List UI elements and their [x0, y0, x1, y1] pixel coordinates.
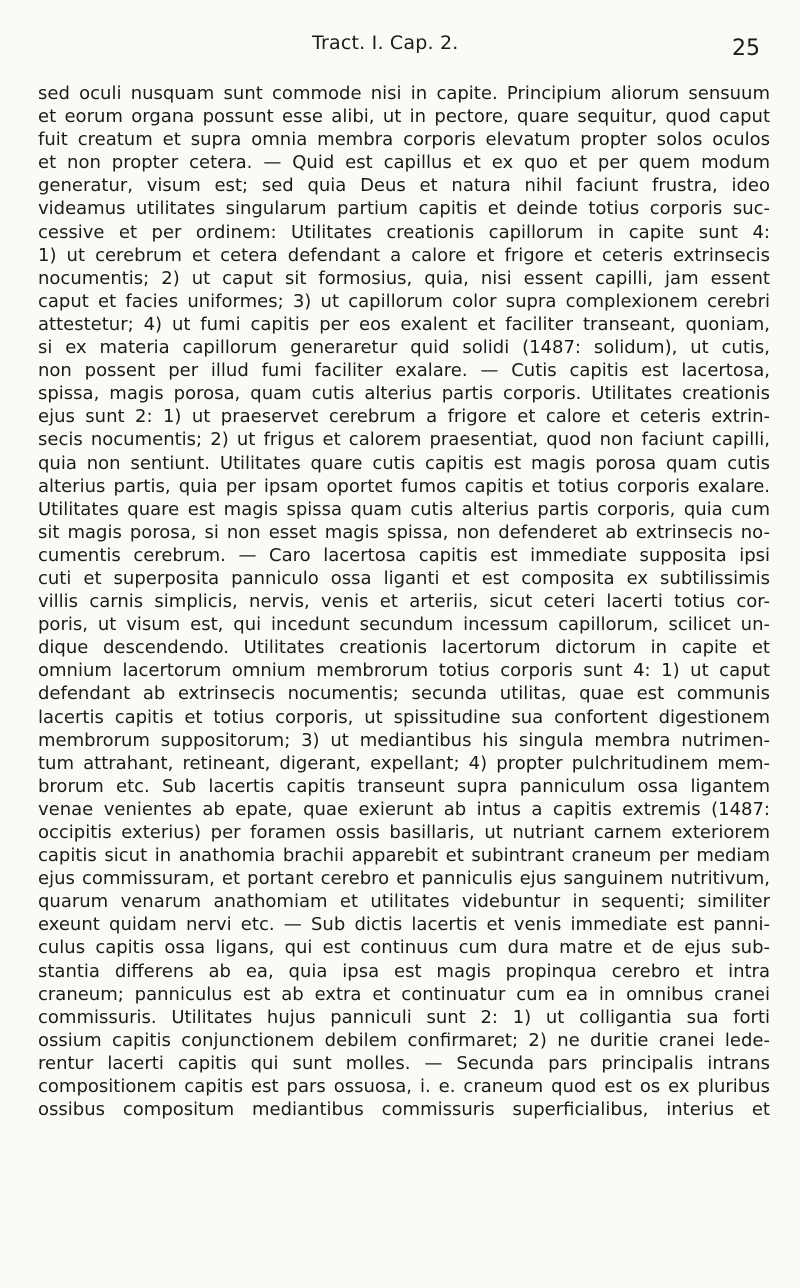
text-line: brorum etc. Sub lacertis capitis transeunt supra panniculum ossa ligantem — [38, 775, 770, 797]
text-line: secis nocumentis; 2) ut frigus et calorem praesentiat, quod non faciunt capilli, — [38, 429, 770, 451]
body-text — [38, 82, 770, 1121]
text-line: ossibus compositum mediantibus commissuris superficialibus, interius et — [38, 1099, 770, 1121]
text-line: si ex materia capillorum generaretur quid solidi (1487: solidum), ut cutis, — [38, 337, 770, 359]
text-line: et eorum organa possunt esse alibi, ut in pectore, quare sequitur, quod caput — [38, 106, 770, 128]
text-line: omnium lacertorum omnium membrorum totius corporis sunt 4: 1) ut caput — [38, 660, 770, 682]
text-line: compositionem capitis est pars ossuosa, i. e. craneum quod est os ex pluribus — [38, 1076, 770, 1098]
text-line: quarum venarum anathomiam et utilitates videbuntur in sequenti; similiter — [38, 891, 770, 913]
text-line: craneum; panniculus est ab extra et continuatur cum ea in omnibus cranei — [38, 983, 770, 1005]
text-line: attestetur; 4) ut fumi capitis per eos exalent et faciliter transeant, quoniam, — [38, 313, 770, 335]
text-line: ejus commissuram, et portant cerebro et panniculis ejus sanguinem nutritivum, — [38, 868, 770, 890]
text-line: poris, ut visum est, qui incedunt secundum incessum capillorum, scilicet un- — [38, 614, 770, 636]
text-line: nocumentis; 2) ut caput sit formosius, quia, nisi essent capilli, jam essent — [38, 267, 770, 289]
text-line: stantia differens ab ea, quia ipsa est magis propinqua cerebro et intra — [38, 960, 770, 982]
text-line: et non propter cetera. — Quid est capillus et ex quo et per quem modum — [38, 152, 770, 174]
text-line: videamus utilitates singularum partium capitis et deinde totius corporis suc- — [38, 198, 770, 220]
text-line: fuit creatum et supra omnia membra corporis elevatum propter solos oculos — [38, 129, 770, 151]
text-line: generatur, visum est; sed quia Deus et natura nihil faciunt frustra, ideo — [38, 175, 770, 197]
page-number: 25 — [732, 36, 760, 61]
text-line: quia non sentiunt. Utilitates quare cutis capitis est magis porosa quam cutis — [38, 452, 770, 474]
text-line: sit magis porosa, si non esset magis spissa, non defenderet ab extrinsecis no- — [38, 521, 770, 543]
running-title: Tract. I. Cap. 2. — [312, 32, 459, 54]
text-line: culus capitis ossa ligans, qui est continuus cum dura matre et de ejus sub- — [38, 937, 770, 959]
text-line: caput et facies uniformes; 3) ut capillorum color supra complexionem cerebri — [38, 290, 770, 312]
text-line: venae venientes ab epate, quae exierunt ab intus a capitis extremis (1487: — [38, 798, 770, 820]
text-line: rentur lacerti capitis qui sunt molles. — Secunda pars principalis intrans — [38, 1052, 770, 1074]
text-line: Utilitates quare est magis spissa quam cutis alterius partis corporis, quia cum — [38, 498, 770, 520]
text-line: ejus sunt 2: 1) ut praeservet cerebrum a frigore et calore et ceteris extrin- — [38, 406, 770, 428]
text-line: tum attrahant, retineant, digerant, expellant; 4) propter pulchritudinem mem- — [38, 752, 770, 774]
text-line: capitis sicut in anathomia brachii apparebit et subintrant craneum per mediam — [38, 845, 770, 867]
text-line: villis carnis simplicis, nervis, venis et arteriis, sicut ceteri lacerti totius cor- — [38, 591, 770, 613]
text-line: commissuris. Utilitates hujus panniculi sunt 2: 1) ut colligantia sua forti — [38, 1006, 770, 1028]
text-line: membrorum suppositorum; 3) ut mediantibus his singula membra nutrimen- — [38, 729, 770, 751]
page-header — [0, 26, 800, 66]
text-line: cessive et per ordinem: Utilitates creationis capillorum in capite sunt 4: — [38, 221, 770, 243]
text-line: cumentis cerebrum. — Caro lacertosa capitis est immediate supposita ipsi — [38, 544, 770, 566]
text-line: spissa, magis porosa, quam cutis alterius partis corporis. Utilitates creationis — [38, 383, 770, 405]
text-line: defendant ab extrinsecis nocumentis; secunda utilitas, quae est communis — [38, 683, 770, 705]
text-line: ossium capitis conjunctionem debilem confirmaret; 2) ne duritie cranei lede- — [38, 1029, 770, 1051]
text-line: cuti et superposita panniculo ossa liganti et est composita ex subtilissimis — [38, 567, 770, 589]
text-line: lacertis capitis et totius corporis, ut spissitudine sua confortent digestionem — [38, 706, 770, 728]
text-line: non possent per illud fumi faciliter exalare. — Cutis capitis est lacertosa, — [38, 360, 770, 382]
text-line: dique descendendo. Utilitates creationis lacertorum dictorum in capite et — [38, 637, 770, 659]
text-line: occipitis exterius) per foramen ossis basillaris, ut nutriant carnem exteriorem — [38, 822, 770, 843]
text-line: exeunt quidam nervi etc. — Sub dictis lacertis et venis immediate est panni- — [38, 914, 770, 936]
text-line: 1) ut cerebrum et cetera defendant a calore et frigore et ceteris extrinsecis — [38, 244, 770, 266]
text-line: sed oculi nusquam sunt commode nisi in capite. Principium aliorum sensuum — [38, 83, 770, 104]
text-line: alterius partis, quia per ipsam oportet fumos capitis et totius corporis exalare. — [38, 475, 770, 497]
